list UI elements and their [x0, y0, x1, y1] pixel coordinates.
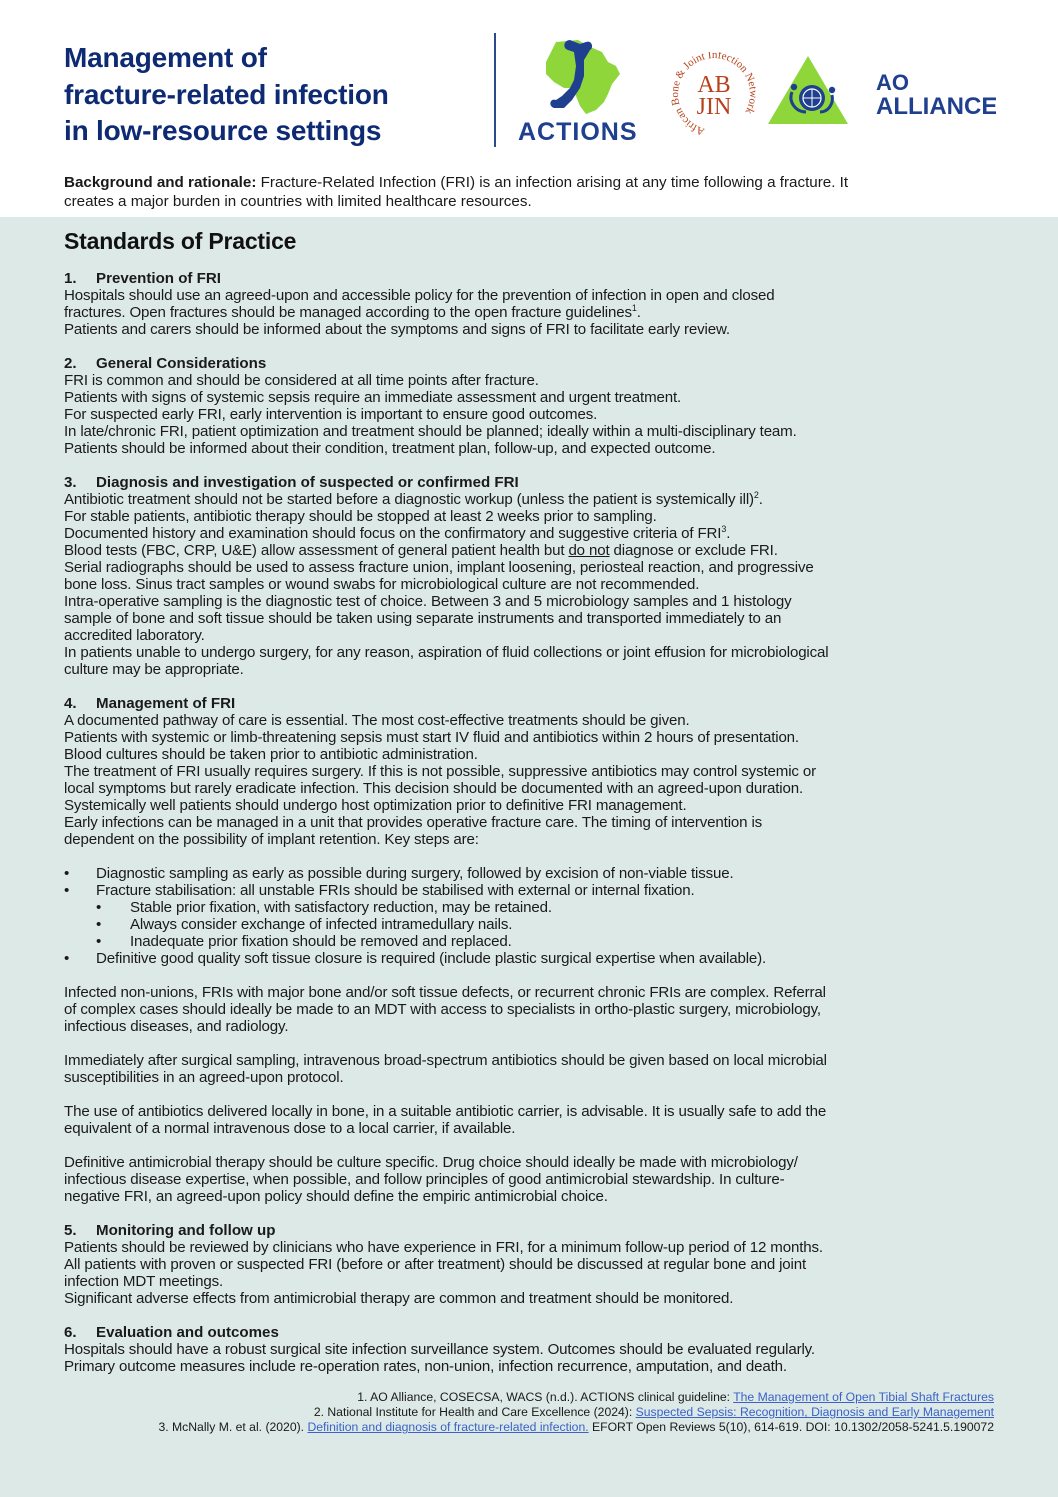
section-number: 6. [64, 1324, 77, 1341]
body-text: fractures. Open fractures should be managed according to the open fracture guidelines [64, 304, 632, 321]
reference-text: 2. National Institute for Health and Care Excellence (2024): [313, 1405, 636, 1420]
body-line: Hospitals should use an agreed-upon and accessible policy for the prevention of infection in open and closed [64, 287, 775, 304]
section-heading [64, 1222, 1004, 1239]
body-line: For stable patients, antibiotic therapy should be stopped at least 2 weeks prior to sampling. [64, 508, 657, 525]
reference-item [158, 1390, 994, 1405]
body-line: Patients with systemic or limb-threatening sepsis must start IV fluid and antibiotics within 2 hours of presentation. [64, 729, 799, 746]
body-text: diagnose or exclude FRI. [609, 542, 778, 559]
reference-text: 3. McNally M. et al. (2020). [158, 1420, 308, 1435]
body-line: Definitive antimicrobial therapy should be culture specific. Drug choice should ideally be made with microbiology/ [64, 1154, 798, 1171]
underlined-text: do not [568, 542, 610, 559]
section-heading [64, 270, 1004, 287]
body-line: A documented pathway of care is essential. The most cost-effective treatments should be given. [64, 712, 690, 729]
section-heading [64, 695, 1004, 712]
reference-link[interactable]: Definition and diagnosis of fracture-related infection. [307, 1420, 589, 1435]
section-number: 2. [64, 355, 77, 372]
references [158, 1390, 994, 1436]
section-number: 1. [64, 270, 77, 287]
body-line: For suspected early FRI, early intervention is important to ensure good outcomes. [64, 406, 598, 423]
body-line: Serial radiographs should be used to assess fracture union, implant loosening, periosteal reaction, and progressive [64, 559, 814, 576]
ao-alliance-logo [766, 54, 996, 126]
body-line: accredited laboratory. [64, 627, 205, 644]
sub-bullet-item [64, 916, 1004, 933]
abjin-letters-top: AB [697, 72, 731, 98]
header-divider [494, 33, 496, 147]
section-prevention [64, 270, 1004, 338]
body-line: Patients should be reviewed by clinicians who have experience in FRI, for a minimum follow-up period of 12 months. [64, 1239, 823, 1256]
body-line: The use of antibiotics delivered locally in bone, in a suitable antibiotic carrier, is advisable. It is usually safe to add the [64, 1103, 827, 1120]
reference-text: 1. AO Alliance, COSECSA, WACS (n.d.). ACTIONS clinical guideline: [357, 1390, 734, 1404]
background-line: creates a major burden in countries with limited healthcare resources. [64, 193, 532, 210]
citation-sup: 3 [721, 523, 727, 534]
body-line: Patients with signs of systemic sepsis require an immediate assessment and urgent treatment. [64, 389, 682, 406]
section-heading [64, 474, 1004, 491]
bullet-item [64, 865, 1004, 882]
header-panel [0, 0, 1058, 217]
body-line: of complex cases should ideally be made to an MDT with access to specialists in ortho-plastic surgery, microbiology, [64, 1001, 821, 1018]
body-line: Blood cultures should be taken prior to antibiotic administration. [64, 746, 478, 763]
section-title: General Considerations [96, 355, 267, 372]
body-line: Significant adverse effects from antimicrobial therapy are common and treatment should be monitored. [64, 1290, 734, 1307]
body-line: dependent on the possibility of implant retention. Key steps are: [64, 831, 479, 848]
citation-sup: 2 [753, 489, 759, 500]
section-number: 3. [64, 474, 77, 491]
abjin-letters-bottom: JIN [696, 94, 732, 120]
body-text: Blood tests (FBC, CRP, U&E) allow assessment of general patient health but [64, 542, 569, 559]
title-line: in low-resource settings [64, 115, 382, 146]
body-line: infection MDT meetings. [64, 1273, 224, 1290]
body-line: FRI is common and should be considered at all time points after fracture. [64, 372, 539, 389]
body-line: All patients with proven or suspected FRI (before or after treatment) should be discussed at regular bone and joint [64, 1256, 807, 1273]
body-line: susceptibilities in an agreed-upon protocol. [64, 1069, 344, 1086]
body-line: fractures. Open fractures should be managed according to the open fracture guidelines$^1$. [64, 302, 641, 321]
standards-panel [64, 226, 1004, 1375]
body-line: Documented history and examination should focus on the confirmatory and suggestive criteria of FRI$^3$. [64, 523, 731, 542]
bullet-text: Diagnostic sampling as early as possible during surgery, followed by excision of non-viable tissue. [96, 865, 734, 882]
body-line: local symptoms but rarely eradicate infection. This decision should be documented with an agreed-upon duration. [64, 780, 804, 797]
body-line: Hospitals should have a robust surgical site infection surveillance system. Outcomes should be evaluated regularly. [64, 1341, 815, 1358]
sub-bullet-item [64, 899, 1004, 916]
section-general [64, 355, 1004, 457]
body-line: Antibiotic treatment should not be started before a diagnostic workup (unless the patient is systemically ill)$^2$. [64, 489, 763, 508]
bullet-icon: • [96, 916, 102, 933]
bullet-icon: • [64, 950, 70, 967]
bullet-item [64, 882, 1004, 899]
section-heading [64, 1324, 1004, 1341]
title-line: fracture-related infection [64, 78, 389, 110]
section-management [64, 695, 1004, 1205]
bullet-icon: • [64, 865, 70, 882]
body-line: equivalent of a normal intravenous dose to a local carrier, if available. [64, 1120, 516, 1137]
bullet-text: Always consider exchange of infected intramedullary nails. [130, 916, 513, 933]
actions-logo-text: ACTIONS [518, 118, 638, 146]
background-line: Fracture-Related Infection (FRI) is an infection arising at any time following a fracture. It [256, 174, 849, 191]
body-line: Intra-operative sampling is the diagnostic test of choice. Between 3 and 5 microbiology samples and 1 histology [64, 593, 792, 610]
section-title: Prevention of FRI [96, 270, 221, 287]
body-line: sample of bone and soft tissue should be taken using separate instruments and transported immediately to an [64, 610, 782, 627]
body-line: culture may be appropriate. [64, 661, 244, 678]
reference-item [158, 1420, 994, 1435]
section-title: Management of FRI [96, 695, 236, 712]
body-line: Infected non-unions, FRIs with major bone and/or soft tissue defects, or recurrent chronic FRIs are complex. Referral [64, 984, 826, 1001]
reference-text: EFORT Open Reviews 5(10), 614-619. DOI: 10.1302/2058-5241.5.190072 [588, 1420, 994, 1435]
section-title: Evaluation and outcomes [96, 1324, 279, 1341]
body-text: Antibiotic treatment should not be started before a diagnostic workup (unless the patient is systemically ill) [64, 491, 754, 508]
body-line [64, 542, 1004, 559]
body-line: infectious disease expertise, when possible, and follow principles of good antimicrobial stewardship. In culture- [64, 1171, 785, 1188]
section-title: Monitoring and follow up [96, 1222, 276, 1239]
bullet-icon: • [64, 882, 70, 899]
bullet-text: Inadequate prior fixation should be removed and replaced. [130, 933, 512, 950]
bullet-text: Stable prior fixation, with satisfactory reduction, may be retained. [130, 899, 552, 916]
section-number: 4. [64, 695, 77, 712]
body-line: negative FRI, an agreed-upon policy should define the empiric antimicrobial choice. [64, 1188, 608, 1205]
section-monitoring [64, 1222, 1004, 1307]
section-number: 5. [64, 1222, 77, 1239]
ao-triangle-globe-icon [766, 54, 996, 126]
actions-logo [516, 36, 656, 146]
reference-item [158, 1405, 994, 1420]
abjin-seal-icon [664, 52, 764, 142]
body-line: bone loss. Sinus tract samples or wound swabs for microbiological culture are not recommended. [64, 576, 700, 593]
bullet-item [64, 950, 1004, 967]
sub-bullet-item [64, 933, 1004, 950]
body-line: Systemically well patients should undergo host optimization prior to definitive FRI management. [64, 797, 687, 814]
bullet-icon: • [96, 899, 102, 916]
page-title [64, 40, 389, 150]
section-diagnosis [64, 474, 1004, 678]
body-text: Documented history and examination should focus on the confirmatory and suggestive criteria of FRI [64, 525, 722, 542]
body-line: In patients unable to undergo surgery, for any reason, aspiration of fluid collections or joint effusion for microbiological [64, 644, 829, 661]
section-heading [64, 355, 1004, 372]
body-line: Early infections can be managed in a unit that provides operative fracture care. The timing of intervention is [64, 814, 763, 831]
bullet-text: Fracture stabilisation: all unstable FRIs should be stabilised with external or internal fixation. [96, 882, 695, 899]
body-line: infectious diseases, and radiology. [64, 1018, 289, 1035]
body-line: Patients and carers should be informed about the symptoms and signs of FRI to facilitate early review. [64, 321, 730, 338]
ao-logo-line1: AO [876, 70, 909, 95]
reference-link[interactable]: The Management of Open Tibial Shaft Fractures [733, 1390, 994, 1404]
africa-bone-icon [516, 36, 656, 146]
background-label: Background and rationale: [64, 174, 257, 191]
section-evaluation [64, 1324, 1004, 1375]
citation-sup: 1 [631, 302, 637, 313]
ao-logo-line2: ALLIANCE [876, 93, 996, 120]
standards-title: Standards of Practice [64, 228, 297, 254]
section-title: Diagnosis and investigation of suspected or confirmed FRI [96, 474, 519, 491]
body-line: Immediately after surgical sampling, intravenous broad-spectrum antibiotics should be given based on local microbial [64, 1052, 827, 1069]
abjin-ring-text: African Bone & Joint Infection Network [669, 52, 760, 138]
bullet-text: Definitive good quality soft tissue closure is required (include plastic surgical expertise when available). [96, 950, 767, 967]
body-line: Patients should be informed about their condition, treatment plan, follow-up, and expected outcome. [64, 440, 716, 457]
body-line: In late/chronic FRI, patient optimization and treatment should be planned; ideally within a multi-disciplinary team. [64, 423, 797, 440]
reference-link[interactable]: Suspected Sepsis: Recognition, Diagnosis and Early Management [635, 1405, 994, 1420]
background-rationale [64, 173, 848, 211]
body-line: Primary outcome measures include re-operation rates, non-union, infection recurrence, amputation, and death. [64, 1358, 787, 1375]
body-line: The treatment of FRI usually requires surgery. If this is not possible, suppressive antibiotics may control systemic or [64, 763, 816, 780]
title-line: Management of [64, 42, 267, 73]
abjin-logo [664, 52, 764, 142]
bullet-icon: • [96, 933, 102, 950]
